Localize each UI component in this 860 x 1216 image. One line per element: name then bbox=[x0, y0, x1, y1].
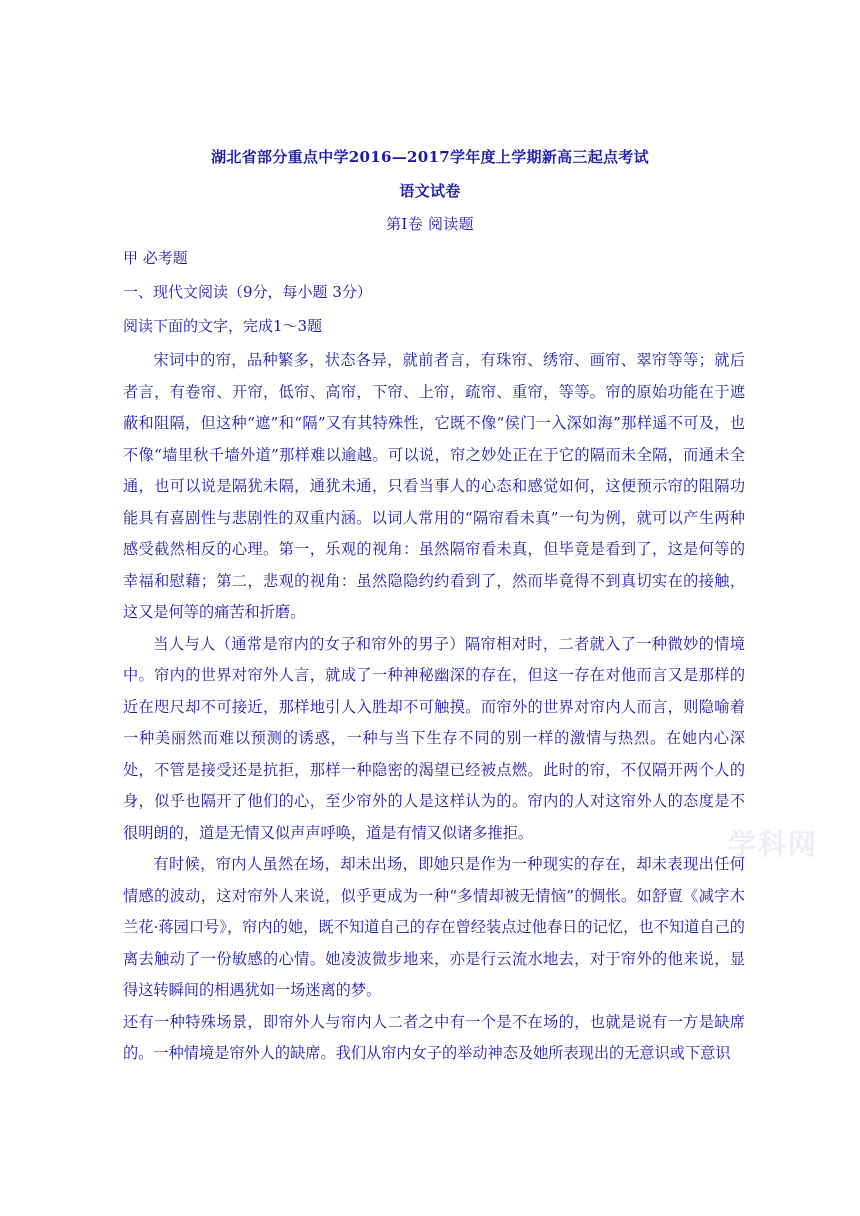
reading-passage bbox=[123, 345, 745, 1070]
volume-heading: 第Ⅰ卷 阅读题 bbox=[386, 215, 474, 233]
question-group-heading: 一、现代文阅读（9分，每小题 3分） bbox=[123, 283, 372, 301]
paragraph-4: 还有一种特殊场景，即帘外人与帘内人二者之中有一个是不在场的，也就是说有一方是缺席的。一种情境是帘外人的缺席。我们从帘内女子的举动神态及她所表现出的无意识或下意识 bbox=[123, 1012, 745, 1062]
paragraph-2: 当人与人（通常是帘内的女子和帘外的男子）隔帘相对时，二者就入了一种微妙的情境中。帘内的世界对帘外人言，就成了一种神秘幽深的存在，但这一存在对他而言又是那样的近在咫尺却不可接近，那样地引人入胜却不可触摸。而帘外的世界对帘内人而言，则隐喻着一种美丽然而难以预测的诱惑，一种与当下生存不同的别一样的激情与热烈。在她内心深处，不管是接受还是抗拒，那样一种隐密的渴望已经被点燃。此时的帘，不仅隔开两个人的身，似乎也隔开了他们的心，至少帘外的人是这样认为的。帘内的人对这帘外人的态度是不很明朗的，道是无情又似声声呼唤，道是有情又似诸多推拒。 bbox=[123, 634, 745, 842]
paragraph-1: 宋词中的帘，品种繁多，状态各异，就前者言，有珠帘、绣帘、画帘、翠帘等等；就后者言，有卷帘、开帘，低帘、高帘，下帘、上帘，疏帘、重帘，等等。帘的原始功能在于遮蔽和阻隔，但这种“遮”和“隔”又有其特殊性，它既不像“侯门一入深如海”那样遥不可及，也不像“墙里秋千墙外道”那样难以逾越。可以说，帘之妙处正在于它的隔而未全隔，而通未全通，也可以说是隔犹未隔，通犹未通，只看当事人的心态和感觉如何，这便预示帘的阻隔功能具有喜剧性与悲剧性的双重内涵。以词人常用的“隔帘看未真”一句为例，就可以产生两种感受截然相反的心理。第一，乐观的视角：虽然隔帘看未真，但毕竟是看到了，这是何等的幸福和慰藉；第二，悲观的视角：虽然隐隐约约看到了，然而毕竟得不到真切实在的接触，这又是何等的痛苦和折磨。 bbox=[123, 351, 745, 621]
reading-instruction: 阅读下面的文字，完成1～3题 bbox=[123, 317, 323, 335]
watermark-logo: 学科网 bbox=[728, 828, 819, 861]
exam-title: 湖北省部分重点中学2016—2017学年度上学期新高三起点考试 bbox=[211, 148, 649, 166]
paragraph-3: 有时候，帘内人虽然在场，却未出场，即她只是作为一种现实的存在，却未表现出任何情感的波动，这对帘外人来说，似乎更成为一种“多情却被无情恼”的惆怅。如舒亶《减字木兰花·蒋园口号》，帘内的她，既不知道自己的存在曾经装点过他春日的记忆，也不知道自己的离去触动了一份敏感的心情。她凌波微步地来，亦是行云流水地去，对于帘外的他来说，显得这转瞬间的相遇犹如一场迷离的梦。 bbox=[123, 855, 745, 999]
exam-subtitle: 语文试卷 bbox=[399, 182, 461, 200]
part-heading: 甲 必考题 bbox=[123, 249, 188, 267]
